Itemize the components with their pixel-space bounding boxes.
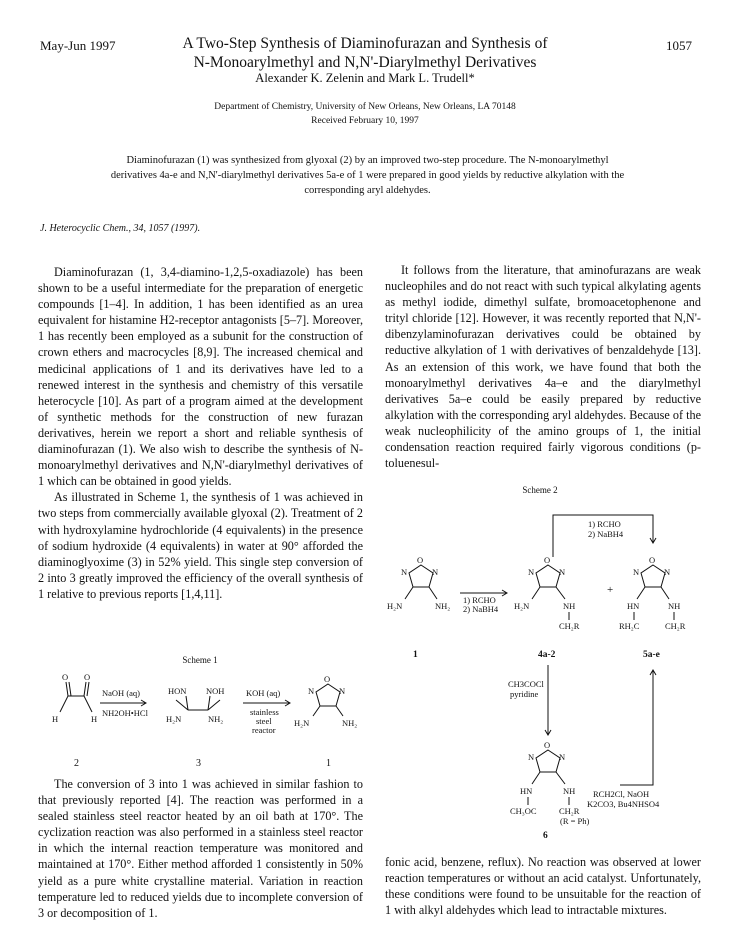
annotation: (R = Ph)	[560, 816, 590, 826]
atom-label: CH₂R	[559, 806, 580, 816]
atom-label: NH₂	[435, 601, 451, 611]
article-title	[150, 34, 580, 72]
bond	[87, 682, 89, 696]
bond	[84, 696, 92, 712]
atom-label: CH₂R	[665, 621, 686, 631]
right-column-text-2	[385, 854, 701, 918]
arrow	[620, 670, 653, 785]
title-line-1: A Two-Step Synthesis of Diaminofurazan and Synthesis of	[182, 35, 548, 52]
reagent-label: 1) RCHO	[588, 519, 621, 529]
atom-label: O	[417, 555, 424, 565]
bond	[66, 682, 68, 696]
scheme2-label: Scheme 2	[522, 485, 558, 495]
bond	[405, 587, 413, 599]
atom-label: O	[84, 672, 91, 682]
atom-label: HN	[520, 786, 533, 796]
ring	[641, 565, 665, 587]
left-column-text	[38, 264, 363, 602]
journal-date: May-Jun 1997	[40, 38, 116, 53]
bond	[429, 587, 437, 599]
atom-label: CH₂R	[559, 621, 580, 631]
ring	[316, 684, 340, 706]
reagent-label: KOH (aq)	[246, 688, 281, 698]
reagent-label: reactor	[252, 725, 276, 735]
bond	[69, 682, 71, 696]
atom-label: NH₂	[208, 714, 224, 724]
reagent-label: 1) RCHO	[463, 595, 496, 605]
atom-label: O	[544, 555, 551, 565]
compound-number: 1	[326, 758, 331, 769]
scheme2-diagram	[385, 505, 705, 845]
left-column-text-2	[38, 776, 363, 921]
atom-label: NH₂	[342, 718, 358, 728]
atom-label: N	[432, 567, 439, 577]
atom-label: CH₃OC	[510, 806, 537, 816]
reagent-label: RCH2Cl, NaOH	[593, 789, 650, 799]
bond	[60, 696, 68, 712]
reagent-label: 2) NaBH4	[588, 529, 624, 539]
atom-label: H	[52, 714, 59, 724]
bond	[336, 706, 343, 716]
atom-label: H₂N	[387, 601, 403, 611]
department: Department of Chemistry, University of New Orleans, New Orleans, LA 70148	[214, 102, 516, 112]
ring	[409, 565, 433, 587]
bond	[186, 696, 188, 710]
received-date: Received February 10, 1997	[311, 116, 419, 126]
bond	[661, 587, 669, 599]
atom-label: H	[91, 714, 98, 724]
atom-label: HON	[168, 686, 187, 696]
affiliation	[120, 100, 610, 128]
paragraph: As illustrated in Scheme 1, the synthesis of 1 was achieved in two steps from commercially available glyoxal (2). Treatment of 2 with hydroxylamine hydrochloride (4 equivalents) in the presence of sodium hydroxide (4 equivalents) in water at 90° afforded the diaminoglyoxime (3) in 52% yield. This single step conversion of 2 into 3 greatly improved the efficiency of the overall synthesis of 1 relative to previous reports [1,4,11].	[38, 490, 363, 601]
atom-label: NOH	[206, 686, 225, 696]
reagent-label: K2CO3, Bu4NHSO4	[587, 799, 660, 809]
reagent-label: 2) NaBH4	[463, 604, 499, 614]
page-number: 1057	[666, 38, 692, 53]
bond	[313, 706, 320, 716]
atom-label: NH	[668, 601, 681, 611]
compound-number: 6	[543, 831, 548, 841]
paragraph: Diaminofurazan (1, 3,4-diamino-1,2,5-oxadiazole) has been shown to be a useful intermediate for the preparation of energetic compounds [1–4]. In addition, 1 has been identified as an urea equivalent for histamine H2-receptor antagonists [5–7]. Moreover, 1 has recently been employed as a subunit for the construction of crown ethers and macrocycles [8,9]. The increased chemical and medicinal applications of 1 and its derivatives have led to a renewed interest in the synthesis and chemistry of this versatile heterocycle [10]. As part of a program aimed at the development of synthetic methods for the construction of new furazan derivatives, herein we report a short and reliable synthesis of diaminofurazan (1). We also wish to describe the synthesis of N-monoarylmethyl derivatives and N,N'-diarylmethyl derivatives of 1 which can be obtained in good yields.	[38, 265, 363, 489]
reagent-label: steel	[256, 716, 272, 726]
bond	[532, 772, 540, 784]
atom-label: N	[528, 567, 535, 577]
atom-label: N	[633, 567, 640, 577]
reagent-label: stainless	[250, 707, 279, 717]
paragraph: fonic acid, benzene, reflux). No reaction was observed at lower reaction temperatures or without an acid catalyst. Unfortunately, these conditions were found to be unsuitable for the reaction of 1 with alkyl aldehydes which lead to intractable mixtures.	[385, 855, 701, 918]
atom-label: NH	[563, 786, 576, 796]
atom-label: O	[649, 555, 656, 565]
atom-label: O	[324, 674, 331, 684]
scheme1-diagram	[38, 670, 368, 778]
reagent-label: NaOH (aq)	[102, 688, 140, 698]
bond	[556, 772, 565, 784]
atom-label: N	[559, 752, 566, 762]
compound-number: 3	[196, 758, 201, 769]
atom-label: O	[544, 740, 551, 750]
bond	[556, 587, 565, 599]
paragraph: The conversion of 3 into 1 was achieved in similar fashion to that previously reported [4]. The reaction was performed in a sealed stainless steel reactor heated by an oil bath at 170°. The cyclization reaction was also performed in a stainless steel reactor in which the internal reaction temperature was monitored and maintained at 170°. Either method afforded 1 consistently in 50% yield as a pure white crystalline material. Variation in reaction temperature led to reduced yields due to incomplete conversion of 3 or decomposition of 1.	[38, 777, 363, 920]
atom-label: N	[559, 567, 566, 577]
ring	[536, 750, 560, 772]
authors: Alexander K. Zelenin and Mark L. Trudell*	[255, 71, 475, 85]
bond	[637, 587, 645, 599]
compound-number: 2	[74, 758, 79, 769]
compound-number: 1	[413, 650, 418, 660]
plus-sign: +	[607, 584, 614, 596]
reagent-label: NH2OH•HCl	[102, 708, 148, 718]
bond	[176, 700, 188, 710]
compound-number: 5a-e	[643, 650, 660, 660]
ring	[536, 565, 560, 587]
reagent-label: pyridine	[510, 689, 539, 699]
bond	[84, 682, 86, 696]
atom-label: NH	[563, 601, 576, 611]
atom-label: H₂N	[166, 714, 182, 724]
abstract: Diaminofurazan (1) was synthesized from glyoxal (2) by an improved two-step procedure. The N-monoarylmethyl derivatives 4a-e and N,N'-diarylmethyl derivatives 5a-e of 1 were prepared in good yields by reductive alkylation with the corresponding aryl aldehydes.	[110, 155, 625, 196]
atom-label: N	[664, 567, 671, 577]
atom-label: N	[401, 567, 408, 577]
atom-label: HN	[627, 601, 640, 611]
scheme1-label: Scheme 1	[182, 655, 218, 665]
reagent-label: CH3COCl	[508, 679, 544, 689]
atom-label: O	[62, 672, 69, 682]
paragraph: It follows from the literature, that aminofurazans are weak nucleophiles and do not react with such typical alkylating agents as methyl iodide, dimethyl sulfate, bromoacetophenone and trityl chloride [12]. However, it was recently reported that N,N'-dibenzylaminofurazan derivatives could be obtained by reductive alkylation of 1 with derivatives of benzaldehyde [13]. As an extension of this work, we have found that both the monoarylmethyl derivatives 4a–e and the diarylmethyl derivatives 5a–e could be easily prepared by reductive alkylation with the corresponding aryl aldehydes. Because of the weak nucleophilicity of the amino groups of 1, the initial condensation reaction required fairly vigorous conditions (p-toluenesul-	[385, 263, 701, 471]
compound-number: 4a-2	[538, 650, 556, 660]
atom-label: H₂N	[514, 601, 530, 611]
title-line-2: N-Monoarylmethyl and N,N'-Diarylmethyl Derivatives	[193, 54, 537, 71]
citation: J. Heterocyclic Chem., 34, 1057 (1997).	[40, 223, 201, 234]
bond	[532, 587, 540, 599]
atom-label: RH₂C	[619, 621, 640, 631]
bond	[208, 700, 220, 710]
atom-label: H₂N	[294, 718, 310, 728]
atom-label: N	[339, 686, 346, 696]
bond	[208, 696, 210, 710]
atom-label: N	[308, 686, 315, 696]
atom-label: N	[528, 752, 535, 762]
right-column-text	[385, 262, 701, 471]
